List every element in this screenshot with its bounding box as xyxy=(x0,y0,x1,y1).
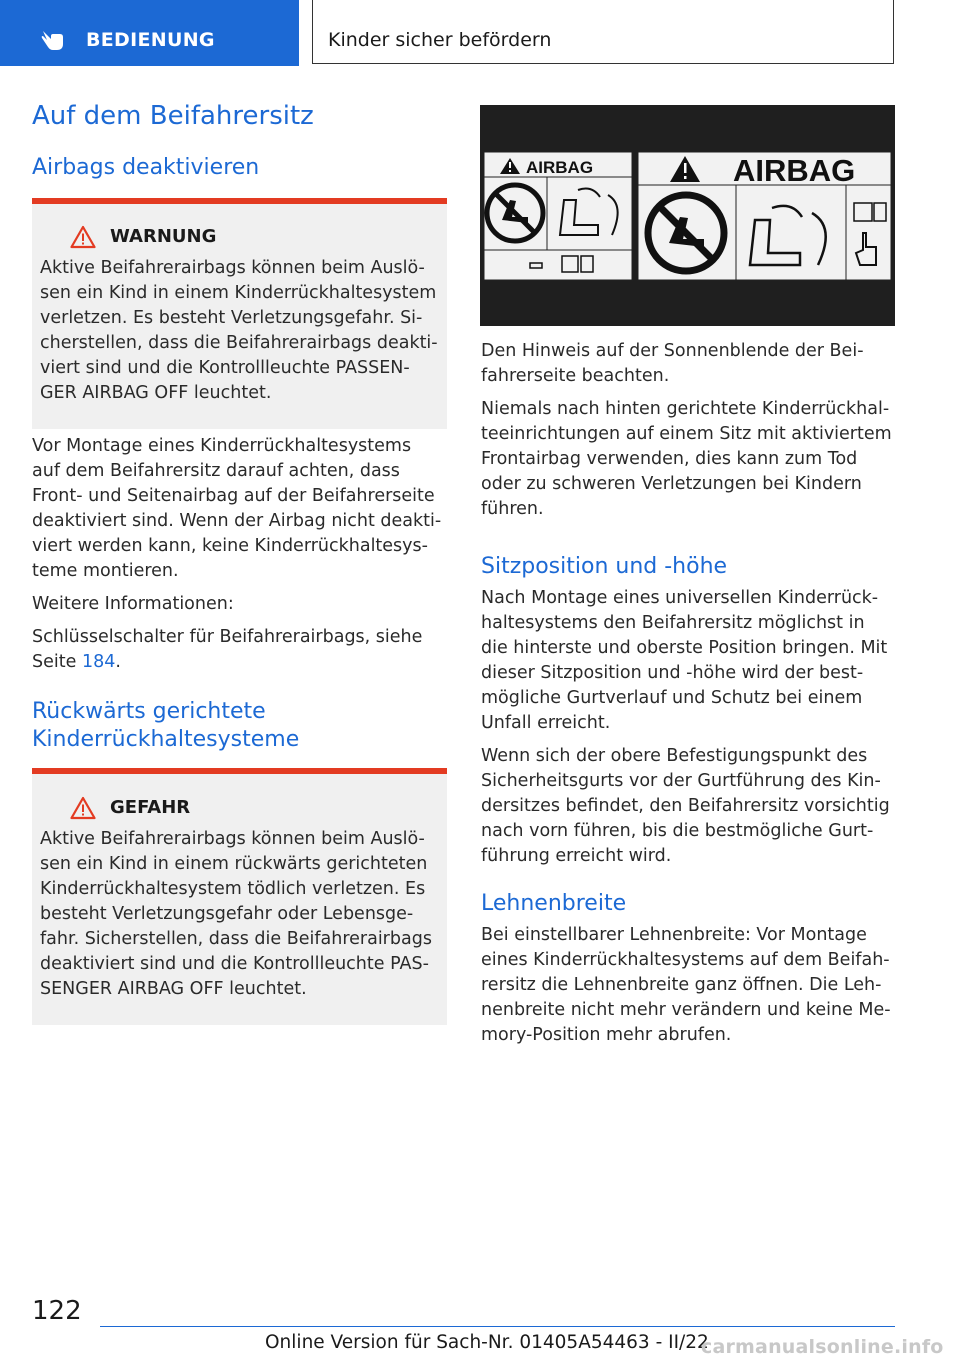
reference-suffix: . xyxy=(115,652,121,672)
body-line: Niemals nach hinten gerichtete Kinderrückhal- xyxy=(481,399,890,419)
watermark-text: carmanualsonline.info xyxy=(701,1336,944,1358)
heading-main: Auf dem Beifahrersitz xyxy=(32,101,314,131)
danger-triangle-icon xyxy=(70,796,96,820)
reference-page-line xyxy=(32,650,452,675)
page-reference-link[interactable]: 184 xyxy=(81,652,116,672)
warning-line: viert sind und die Kontrollleuchte PASSEN- xyxy=(40,358,410,378)
warning-line: GER AIRBAG OFF leuchtet. xyxy=(40,383,272,403)
body-line: Wenn sich der obere Befestigungspunkt des xyxy=(481,746,868,766)
danger-bar xyxy=(32,768,447,774)
footer-divider xyxy=(100,1326,895,1327)
danger-label: GEFAHR xyxy=(110,797,191,818)
body-line: oder zu schweren Verletzungen bei Kindern xyxy=(481,474,862,494)
body-line: dieser Sitzposition und -höhe wird der best- xyxy=(481,663,864,683)
chapter-title: Kinder sicher befördern xyxy=(328,29,552,51)
warning-line: sen ein Kind in einem Kinderrückhaltesystem xyxy=(40,283,437,303)
body-line: Unfall erreicht. xyxy=(481,713,611,733)
body-line: nenbreite nicht mehr verändern und keine Me- xyxy=(481,1000,891,1020)
body-line: Sicherheitsgurts vor der Gurtführung des Kin- xyxy=(481,771,881,791)
danger-line: fahr. Sicherstellen, dass die Beifahrerairbags xyxy=(40,929,432,949)
airbag-label-image xyxy=(480,105,895,326)
danger-line: deaktiviert sind und die Kontrollleuchte PAS- xyxy=(40,954,429,974)
danger-line: SENGER AIRBAG OFF leuchtet. xyxy=(40,979,307,999)
body-line: führen. xyxy=(481,499,544,519)
chapter-header xyxy=(312,0,894,64)
danger-line: besteht Verletzungsgefahr oder Lebensge- xyxy=(40,904,414,924)
online-version-text: Online Version für Sach-Nr. 01405A54463 - II/22 xyxy=(265,1332,709,1353)
body-line: rersitz die Lehnenbreite ganz öffnen. Die Leh- xyxy=(481,975,882,995)
body-line: dersitzes befindet, den Beifahrersitz vorsichtig xyxy=(481,796,890,816)
danger-line: sen ein Kind in einem rückwärts gerichteten xyxy=(40,854,428,874)
warning-bar xyxy=(32,198,447,204)
heading-rear-line: Kinderrückhaltesysteme xyxy=(32,727,300,752)
warning-line: Aktive Beifahrerairbags können beim Auslö- xyxy=(40,258,425,278)
body-line: viert werden kann, keine Kinderrückhaltesys- xyxy=(32,536,428,556)
airbag-label-large: AIRBAG xyxy=(733,153,856,188)
left-body xyxy=(32,434,452,754)
body-line: mory-Position mehr abrufen. xyxy=(481,1025,732,1045)
page-number: 122 xyxy=(32,1296,82,1326)
airbag-labels-illustration xyxy=(480,105,895,326)
body-line: Bei einstellbarer Lehnenbreite: Vor Montage xyxy=(481,925,867,945)
body-line: Den Hinweis auf der Sonnenblende der Bei- xyxy=(481,341,864,361)
hand-pointer-icon xyxy=(40,27,66,53)
heading-rear-facing xyxy=(32,698,452,754)
danger-line: Aktive Beifahrerairbags können beim Auslö- xyxy=(40,829,425,849)
airbag-label-small: AIRBAG xyxy=(526,158,594,177)
reference-prefix: Seite xyxy=(32,652,82,672)
heading-airbags: Airbags deaktivieren xyxy=(32,155,260,180)
warning-text xyxy=(40,256,440,406)
warning-line: verletzen. Es besteht Verletzungsgefahr. Si- xyxy=(40,308,423,328)
body-line: haltesystems den Beifahrersitz möglichst in xyxy=(481,613,865,633)
body-line: teeinrichtungen auf einem Sitz mit aktiviertem xyxy=(481,424,892,444)
reference-line: Schlüsselschalter für Beifahrerairbags, siehe xyxy=(32,627,423,647)
heading-backrest-width: Lehnenbreite xyxy=(481,891,627,916)
body-line: deaktiviert sind. Wenn der Airbag nicht deakti- xyxy=(32,511,442,531)
body-line: eines Kinderrückhaltesystems auf dem Beifah- xyxy=(481,950,890,970)
warning-triangle-icon xyxy=(70,225,96,249)
heading-rear-line: Rückwärts gerichtete xyxy=(32,699,266,724)
body-line: Front- und Seitenairbag auf der Beifahrerseite xyxy=(32,486,435,506)
warning-label: WARNUNG xyxy=(110,226,217,247)
body-line: nach vorn führen, bis die bestmögliche Gurt- xyxy=(481,821,874,841)
section-label: BEDIENUNG xyxy=(86,29,215,51)
body-line: Frontairbag verwenden, dies kann zum Tod xyxy=(481,449,858,469)
body-line: Vor Montage eines Kinderrückhaltesystems xyxy=(32,436,412,456)
warning-line: cherstellen, dass die Beifahrerairbags deakti- xyxy=(40,333,438,353)
body-line: teme montieren. xyxy=(32,561,179,581)
body-line: Nach Montage eines universellen Kinderrück- xyxy=(481,588,879,608)
body-line: auf dem Beifahrersitz darauf achten, dass xyxy=(32,461,400,481)
heading-seat-position: Sitzposition und -höhe xyxy=(481,554,728,579)
body-line: die hinterste und oberste Position bringen. Mit xyxy=(481,638,888,658)
more-info-text: Weitere Informationen: xyxy=(32,594,234,614)
warning-box xyxy=(32,198,447,429)
right-body xyxy=(481,339,901,1048)
section-tab xyxy=(0,0,299,66)
danger-box xyxy=(32,768,447,1025)
danger-line: Kinderrückhaltesystem tödlich verletzen. Es xyxy=(40,879,426,899)
body-line: mögliche Gurtverlauf und Schutz bei einem xyxy=(481,688,863,708)
left-headings xyxy=(32,99,452,182)
body-line: führung erreicht wird. xyxy=(481,846,672,866)
danger-text xyxy=(40,827,440,1002)
body-line: fahrerseite beachten. xyxy=(481,366,670,386)
